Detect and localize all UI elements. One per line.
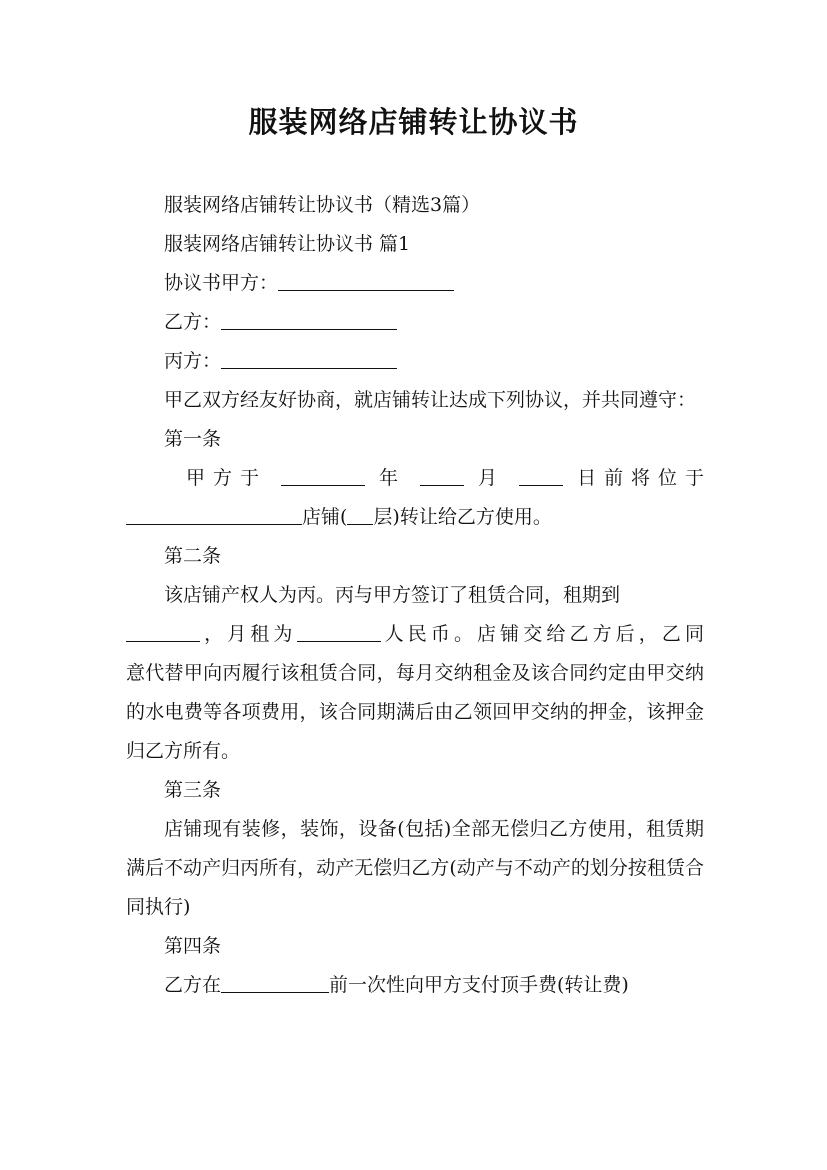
party-b-blank — [221, 310, 397, 330]
party-c-label: 丙方： — [164, 350, 222, 372]
document-body — [126, 186, 704, 1005]
article-3-text: 店铺现有装修，装饰，设备(包括)全部无偿归乙方使用，租赁期满后不动产归丙所有，动产无偿归乙方(动产与不动产的划分按租赁合同执行) — [126, 818, 704, 918]
blank-month — [420, 466, 464, 486]
article-1-month-label: 月 — [478, 467, 506, 489]
article-4-text: 乙方在 — [164, 974, 222, 996]
article-3-heading: 第三条 — [164, 779, 222, 801]
article-1-shop-label: 店铺( — [302, 506, 348, 528]
document-title: 服装网络店铺转让协议书 — [248, 105, 579, 139]
article-2-line-1: 该店铺产权人为丙。丙与甲方签订了租赁合同，租期到 — [164, 584, 621, 606]
party-b-line — [126, 303, 704, 342]
article-1-location-label: 日前将位于 — [577, 467, 705, 489]
article-2-text-rest: 意代替甲向丙履行该租赁合同，每月交纳租金及该合同约定由甲交纳的水电费等各项费用，该合同期满后由乙领回甲交纳的押金，该押金归乙方所有。 — [126, 662, 704, 762]
article-1-line-1 — [126, 459, 704, 498]
article-4-fee-text: 前一次性向甲方支付顶手费(转让费) — [329, 974, 629, 996]
party-a-label: 协议书甲方： — [164, 272, 279, 294]
blank-address — [126, 505, 302, 525]
party-b-label: 乙方： — [164, 311, 222, 333]
party-c-blank — [221, 349, 397, 369]
article-2-text: 人民币。店铺交给乙方后，乙同 — [380, 623, 704, 645]
article-4-heading: 第四条 — [164, 935, 222, 957]
preamble: 甲乙双方经友好协商，就店铺转让达成下列协议，并共同遵守： — [164, 389, 697, 411]
blank-rent — [297, 622, 381, 642]
article-1-transfer-text: 层)转让给乙方使用。 — [373, 506, 552, 528]
blank-floor — [347, 505, 373, 525]
party-c-line — [126, 342, 704, 381]
subtitle: 服装网络店铺转让协议书（精选3篇） — [164, 194, 481, 216]
article-4-line-1 — [126, 966, 704, 1005]
blank-year — [281, 466, 365, 486]
article-2-rent-label: ，月租为 — [200, 623, 297, 645]
blank-day — [519, 466, 563, 486]
part-heading: 服装网络店铺转让协议书 篇1 — [164, 233, 411, 255]
article-1-text: 甲方于 — [186, 467, 267, 489]
article-2-heading: 第二条 — [164, 545, 222, 567]
article-1-line-2 — [126, 498, 704, 537]
party-a-line — [126, 264, 704, 303]
blank-payment-date — [221, 973, 329, 993]
article-1-heading: 第一条 — [164, 428, 222, 450]
blank-lease-end — [126, 622, 200, 642]
party-a-blank — [278, 271, 454, 291]
article-2-line-2 — [126, 615, 704, 654]
article-1-year-label: 年 — [379, 467, 406, 489]
